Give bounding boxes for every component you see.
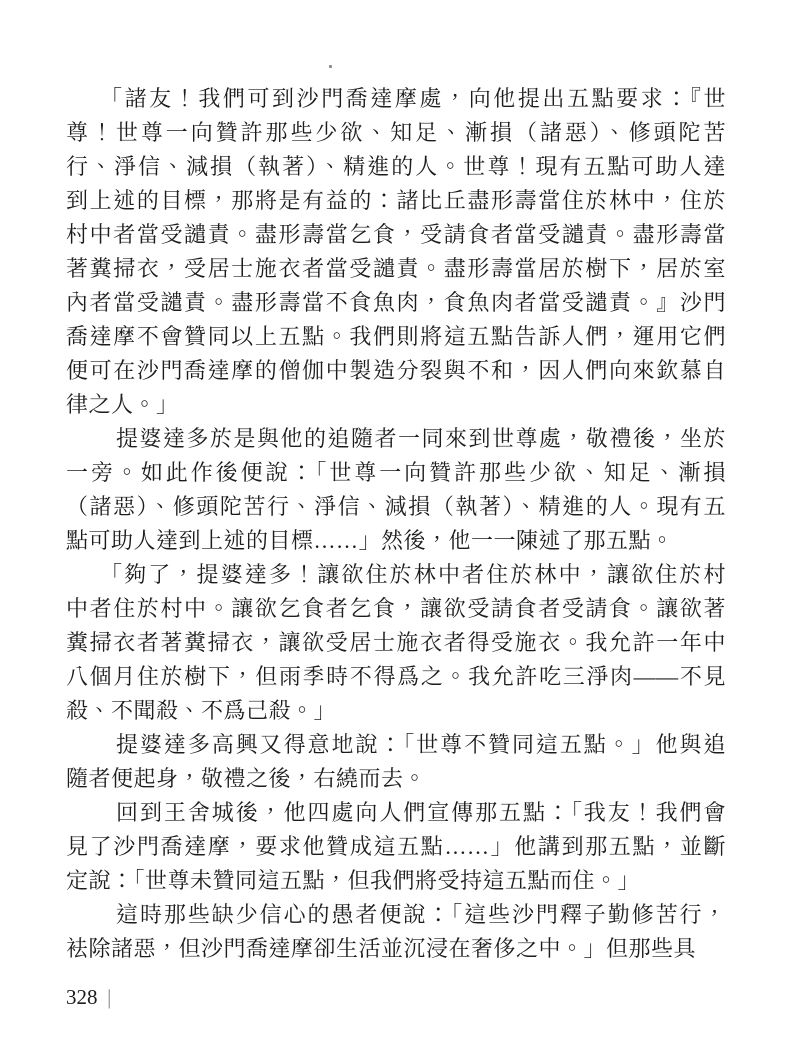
text-line: 「夠了，提婆達多！讓欲住於林中者住於林中，讓欲住於村 <box>100 562 726 587</box>
text-line: 「諸友！我們可到沙門喬達摩處，向他提出五點要求：『世 <box>100 86 726 111</box>
page-footer <box>66 984 111 1010</box>
text-line: 喬達摩不會贊同以上五點。我們則將這五點告訴人們，運用它們 <box>66 324 726 349</box>
paragraph <box>66 728 726 796</box>
text-line: 殺、不聞殺、不爲己殺。」 <box>66 698 337 723</box>
text-line: 便可在沙門喬達摩的僧伽中製造分裂與不和，因人們向來欽慕自 <box>66 358 726 383</box>
text-line: 袪除諸惡，但沙門喬達摩卻生活並沉浸在奢侈之中。」但那些具 <box>66 936 697 961</box>
text-line: 糞掃衣者著糞掃衣，讓欲受居士施衣者得受施衣。我允許一年中 <box>66 630 726 655</box>
text-line: 行、淨信、減損（執著）、精進的人。世尊！現有五點可助人達 <box>66 154 726 179</box>
paragraph <box>66 422 726 558</box>
body-text <box>66 82 726 966</box>
text-line: 八個月住於樹下，但雨季時不得爲之。我允許吃三淨肉——不見 <box>66 664 726 689</box>
page-number: 328 <box>66 985 98 1009</box>
print-speck-artifact <box>329 65 332 68</box>
page-number-separator: | <box>107 985 110 1009</box>
text-line: 著糞掃衣，受居士施衣者當受譴責。盡形壽當居於樹下，居於室 <box>66 256 726 281</box>
text-line: 律之人。」 <box>66 392 179 417</box>
paragraph <box>66 82 726 422</box>
text-line: 內者當受譴責。盡形壽當不食魚肉，食魚肉者當受譴責。』沙門 <box>66 290 726 315</box>
text-line: 一旁。如此作後便說：「世尊一向贊許那些少欲、知足、漸損 <box>66 460 726 485</box>
text-line: 點可助人達到上述的目標……」然後，他一一陳述了那五點。 <box>66 528 674 553</box>
text-line: 提婆達多高興又得意地說：「世尊不贊同這五點。」他與追 <box>116 732 726 757</box>
text-line: 隨者便起身，敬禮之後，右繞而去。 <box>66 766 427 791</box>
text-line: 村中者當受譴責。盡形壽當乞食，受請食者當受譴責。盡形壽當 <box>66 222 726 247</box>
text-line: （諸惡）、修頭陀苦行、淨信、減損（執著）、精進的人。現有五 <box>66 494 726 519</box>
text-line: 尊！世尊一向贊許那些少欲、知足、漸損（諸惡）、修頭陀苦 <box>66 120 726 145</box>
text-line: 這時那些缺少信心的愚者便說：「這些沙門釋子勤修苦行， <box>116 902 726 927</box>
text-line: 中者住於村中。讓欲乞食者乞食，讓欲受請食者受請食。讓欲著 <box>66 596 726 621</box>
text-line: 見了沙門喬達摩，要求他贊成這五點……」他講到那五點，並斷 <box>66 834 726 859</box>
text-line: 到上述的目標，那將是有益的：諸比丘盡形壽當住於林中，住於 <box>66 188 726 213</box>
text-line: 定說：「世尊未贊同這五點，但我們將受持這五點而住。」 <box>66 868 641 893</box>
text-line: 回到王舍城後，他四處向人們宣傳那五點：「我友！我們會 <box>116 800 726 825</box>
paragraph <box>66 898 726 966</box>
paragraph <box>66 796 726 898</box>
text-line: 提婆達多於是與他的追隨者一同來到世尊處，敬禮後，坐於 <box>116 426 726 451</box>
paragraph <box>66 558 726 728</box>
